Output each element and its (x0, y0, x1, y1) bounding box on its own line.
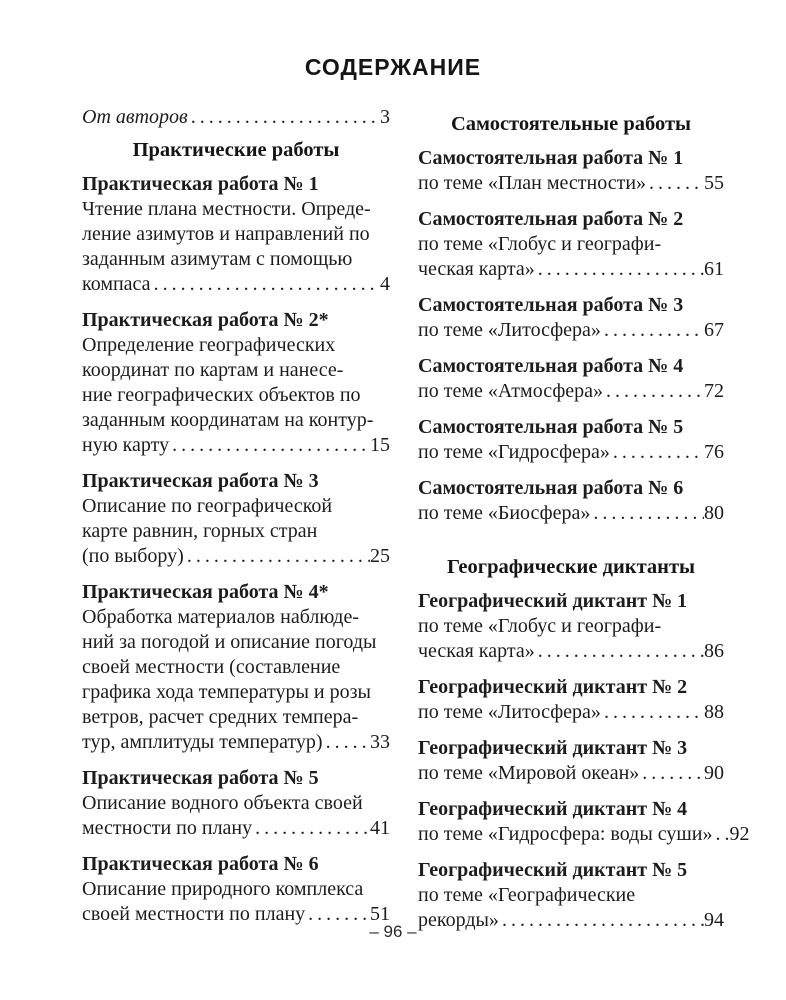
toc-entry-title: Практическая работа № 5 (82, 767, 319, 789)
section-heading: Самостоятельные работы (450, 113, 692, 135)
toc-entry-last-text: тур, амплитуды температур) (82, 731, 323, 753)
page-number: 88 (704, 701, 724, 723)
toc-entry-title: Практическая работа № 3 (82, 470, 319, 492)
toc-entry (82, 579, 390, 755)
toc-entry-title: Самостоятельная работа № 2 (418, 208, 684, 230)
toc-entry (82, 171, 390, 297)
dot-leader (601, 700, 704, 725)
toc-entry (418, 475, 724, 526)
toc-entry-desc (82, 333, 390, 458)
toc-entry-desc (418, 822, 750, 847)
dot-leader (323, 730, 370, 755)
toc-entry-desc-line: Описание по географической (82, 495, 333, 517)
toc-entry (418, 414, 724, 465)
left-column (82, 105, 390, 943)
toc-entry-title: Географический диктант № 1 (418, 590, 688, 612)
toc-entry-desc-line: ние географических объектов по (82, 384, 361, 406)
dot-leader (252, 816, 370, 841)
dot-leader (188, 105, 380, 130)
toc-entry-desc (82, 877, 390, 927)
page-title: СОДЕРЖАНИЕ (304, 54, 482, 80)
toc-entry-last-line (418, 639, 724, 664)
toc-entry-last-line (418, 700, 724, 725)
toc-entry-last-line (82, 544, 390, 569)
toc-entry-last-line (418, 440, 724, 465)
toc-entry-title: Практическая работа № 1 (82, 173, 319, 195)
dot-leader (535, 257, 704, 282)
page-number: 25 (370, 545, 390, 567)
page-number: 67 (704, 319, 724, 341)
dot-leader (610, 440, 704, 465)
toc-entry-last-line (418, 379, 724, 404)
toc-entry-desc (418, 232, 724, 282)
section-heading: Географические диктанты (446, 556, 696, 578)
toc-entry-desc-line: по теме «Географические (418, 884, 636, 906)
page-number: 80 (704, 502, 724, 524)
intro-label: От авторов (82, 106, 188, 128)
toc-entry-title: Географический диктант № 3 (418, 737, 688, 759)
toc-entry-desc-line: координат по картам и нанесе- (82, 359, 344, 381)
toc-entry-desc (82, 605, 390, 755)
toc-entry (418, 353, 724, 404)
toc-entry-last-text: по теме «Гидросфера: воды суши» (418, 823, 713, 845)
dot-leader (639, 761, 704, 786)
dot-leader (151, 272, 380, 297)
toc-entry-last-line (418, 318, 724, 343)
toc-entry-last-text: по теме «План местности» (418, 172, 647, 194)
toc-entry-desc-line: заданным азимутам с помощью (82, 248, 353, 270)
toc-section (82, 137, 390, 927)
toc-entry-desc (418, 318, 724, 343)
toc-entry-last-text: по теме «Биосфера» (418, 502, 591, 524)
toc-entry-desc (82, 494, 390, 569)
toc-entry-desc (418, 379, 724, 404)
toc-entry-desc-line: по теме «Глобус и географи- (418, 615, 662, 637)
page-number: 4 (380, 273, 390, 295)
toc-entry-desc (418, 700, 724, 725)
toc-entry-last-line (82, 730, 390, 755)
page-number: 94 (704, 909, 724, 931)
toc-entry-title: Географический диктант № 5 (418, 859, 688, 881)
page-number: 33 (370, 731, 390, 753)
toc-entry-title: Географический диктант № 4 (418, 798, 688, 820)
page-number: 55 (704, 172, 724, 194)
dot-leader (535, 639, 704, 664)
toc-entry-last-text: по теме «Гидросфера» (418, 441, 610, 463)
toc-columns (82, 105, 786, 943)
dot-leader (590, 501, 704, 526)
toc-entry (418, 735, 724, 786)
toc-entry (418, 588, 724, 664)
toc-entry (418, 292, 724, 343)
toc-entry-last-line (418, 257, 724, 282)
dot-leader (169, 433, 370, 458)
toc-entry-last-line (82, 816, 390, 841)
toc-entry-last-text: по теме «Литосфера» (418, 319, 601, 341)
toc-entry-last-text: по теме «Литосфера» (418, 701, 601, 723)
toc-section (418, 111, 724, 526)
toc-entry-last-line (82, 433, 390, 458)
toc-entry-desc-line: графика хода температуры и розы (82, 681, 371, 703)
toc-entry (82, 307, 390, 458)
toc-entry-last-text: ную карту (82, 434, 170, 456)
footer-page-number: – 96 – (369, 922, 417, 941)
toc-entry-title: Самостоятельная работа № 4 (418, 355, 684, 377)
toc-entry-desc-line: Чтение плана местности. Опреде- (82, 198, 371, 220)
toc-section (418, 554, 750, 933)
page-number: 90 (704, 762, 724, 784)
toc-entry-desc (418, 171, 724, 196)
toc-entry-desc (82, 791, 390, 841)
toc-entry-desc-line: Обработка материалов наблюде- (82, 606, 359, 628)
toc-entry-desc (82, 197, 390, 297)
page-number: 41 (370, 817, 390, 839)
dot-leader (646, 171, 704, 196)
page-number: 61 (704, 258, 724, 280)
dot-leader (712, 822, 729, 847)
toc-entry-desc-line: своей местности (составление (82, 656, 341, 678)
toc-entry-title: Самостоятельная работа № 5 (418, 416, 684, 438)
toc-entry-last-line (418, 171, 724, 196)
toc-entry (418, 674, 724, 725)
intro-entry (82, 105, 390, 130)
page-number: 3 (380, 106, 390, 128)
toc-entry-desc (418, 614, 724, 664)
toc-entry-last-text: по теме «Мировой океан» (418, 762, 640, 784)
toc-entry (82, 851, 390, 927)
page-number: 86 (704, 640, 724, 662)
toc-entry-title: Практическая работа № 6 (82, 853, 319, 875)
toc-entry-last-line (418, 501, 724, 526)
toc-entry-last-line (418, 822, 750, 847)
toc-entry-desc (418, 501, 724, 526)
toc-entry (82, 765, 390, 841)
toc-entry-desc-line: ление азимутов и направлений по (82, 223, 370, 245)
toc-entry-title: Самостоятельная работа № 1 (418, 147, 684, 169)
toc-entry-last-text: ческая карта» (418, 640, 535, 662)
dot-leader (184, 544, 370, 569)
toc-entry-title: Практическая работа № 4* (82, 581, 329, 603)
toc-entry-desc-line: карте равнин, горных стран (82, 520, 318, 542)
dot-leader (601, 318, 704, 343)
toc-entry-last-text: (по выбору) (82, 545, 184, 567)
toc-entry-title: Самостоятельная работа № 6 (418, 477, 684, 499)
toc-entry-last-text: местности по плану (82, 817, 253, 839)
toc-entry-last-text: ческая карта» (418, 258, 535, 280)
right-column (418, 105, 750, 943)
section-heading: Практические работы (132, 139, 340, 161)
toc-entry-title: Географический диктант № 2 (418, 676, 688, 698)
toc-entry-last-text: рекорды» (418, 909, 499, 931)
toc-entry-desc-line: ветров, расчет средних темпера- (82, 706, 359, 728)
toc-entry (418, 145, 724, 196)
toc-entry-last-text: по теме «Атмосфера» (418, 380, 604, 402)
toc-entry-desc (418, 761, 724, 786)
toc-entry-desc-line: ний за погодой и описание погоды (82, 631, 377, 653)
toc-entry-title: Самостоятельная работа № 3 (418, 294, 684, 316)
page-number: 51 (370, 903, 390, 925)
toc-entry-last-text: компаса (82, 273, 151, 295)
toc-entry (418, 206, 724, 282)
toc-entry-desc-line: Определение географических (82, 334, 336, 356)
toc-entry-desc (418, 440, 724, 465)
toc-entry-desc-line: Описание природного комплекса (82, 878, 364, 900)
page-number: 15 (370, 434, 390, 456)
toc-entry (418, 796, 750, 847)
toc-entry-title: Практическая работа № 2* (82, 309, 329, 331)
toc-entry-last-line (418, 761, 724, 786)
page-number: 72 (704, 380, 724, 402)
toc-entry-desc-line: по теме «Глобус и географи- (418, 233, 662, 255)
toc-entry-desc-line: Описание водного объекта своей (82, 792, 363, 814)
toc-entry (82, 468, 390, 569)
page-number: 76 (704, 441, 724, 463)
dot-leader (603, 379, 704, 404)
toc-entry-desc-line: заданным координатам на контур- (82, 409, 374, 431)
page-number: 92 (729, 823, 750, 845)
toc-entry-last-text: своей местности по плану (82, 903, 306, 925)
toc-entry-last-line (82, 272, 390, 297)
